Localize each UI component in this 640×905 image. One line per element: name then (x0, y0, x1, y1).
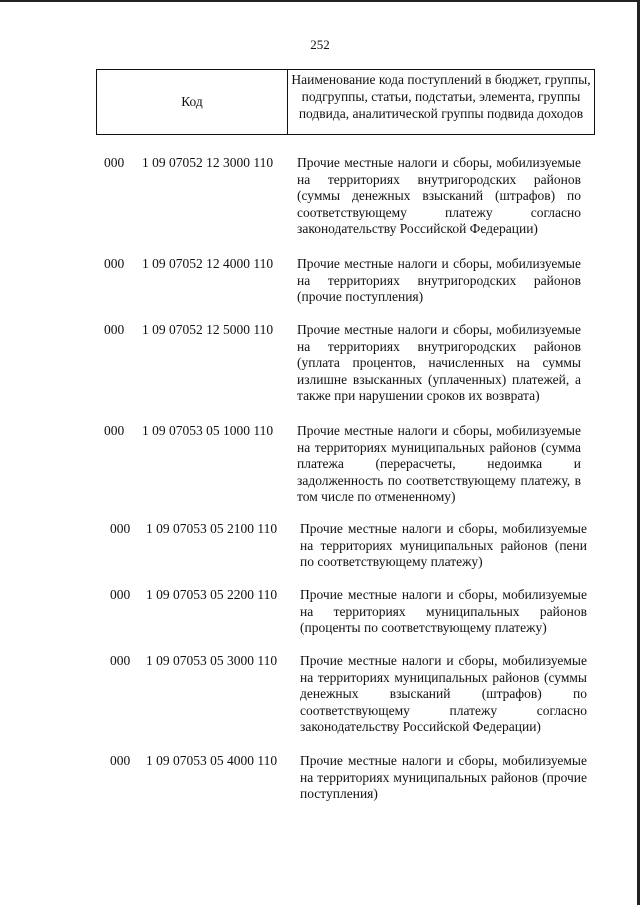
revenue-description: Прочие местные налоги и сборы, мобилизуемые на территориях муниципальных районов (суммы денежных взысканий (штрафов) по соответствующему платежу согласно законодательству Российской Федерации) (300, 653, 587, 734)
admin-code: 000 (104, 322, 125, 337)
admin-code: 000 (110, 653, 131, 668)
scan-frame-top-edge (0, 0, 640, 2)
admin-code: 000 (110, 587, 131, 602)
revenue-code: 1 09 07052 12 5000 110 (142, 322, 274, 337)
admin-code: 000 (104, 256, 125, 271)
revenue-description: Прочие местные налоги и сборы, мобилизуемые на территориях муниципальных районов (сумма платежа (перерасчеты, недоимка и задолженность по соответствующему платежу, в том числе по отмененному) (297, 423, 581, 504)
revenue-code: 1 09 07052 12 3000 110 (142, 155, 274, 170)
admin-code: 000 (110, 753, 131, 768)
page-number: 252 (310, 37, 330, 52)
admin-code: 000 (104, 423, 125, 438)
revenue-code: 1 09 07053 05 2100 110 (146, 521, 278, 536)
revenue-description: Прочие местные налоги и сборы, мобилизуемые на территориях внутригородских районов (суммы денежных взысканий (штрафов) по соответствующему платежу согласно законодательству Российской Федерации) (297, 155, 581, 236)
revenue-code: 1 09 07053 05 1000 110 (142, 423, 274, 438)
revenue-description: Прочие местные налоги и сборы, мобилизуемые на территориях муниципальных районов (прочие поступления) (300, 753, 587, 801)
revenue-description: Прочие местные налоги и сборы, мобилизуемые на территориях муниципальных районов (пени по соответствующему платежу) (300, 521, 587, 569)
header-name-cell: Наименование кода поступлений в бюджет, группы, подгруппы, статьи, подстатьи, элемента, группы подвида, аналитической группы подвида доходов (291, 72, 591, 121)
revenue-description: Прочие местные налоги и сборы, мобилизуемые на территориях внутригородских районов (прочие поступления) (297, 256, 581, 304)
revenue-code: 1 09 07053 05 4000 110 (146, 753, 278, 768)
revenue-code: 1 09 07053 05 2200 110 (146, 587, 278, 602)
admin-code: 000 (104, 155, 125, 170)
header-code-cell: Код (97, 70, 288, 134)
revenue-description: Прочие местные налоги и сборы, мобилизуемые на территориях внутригородских районов (уплата процентов, начисленных на суммы излишне взысканных (уплаченных) платежей, а также при нарушении сроков их возврата) (297, 322, 581, 403)
admin-code: 000 (110, 521, 131, 536)
revenue-code: 1 09 07053 05 3000 110 (146, 653, 278, 668)
revenue-code: 1 09 07052 12 4000 110 (142, 256, 274, 271)
table-header (96, 69, 595, 135)
revenue-description: Прочие местные налоги и сборы, мобилизуемые на территориях муниципальных районов (проценты по соответствующему платежу) (300, 587, 587, 635)
